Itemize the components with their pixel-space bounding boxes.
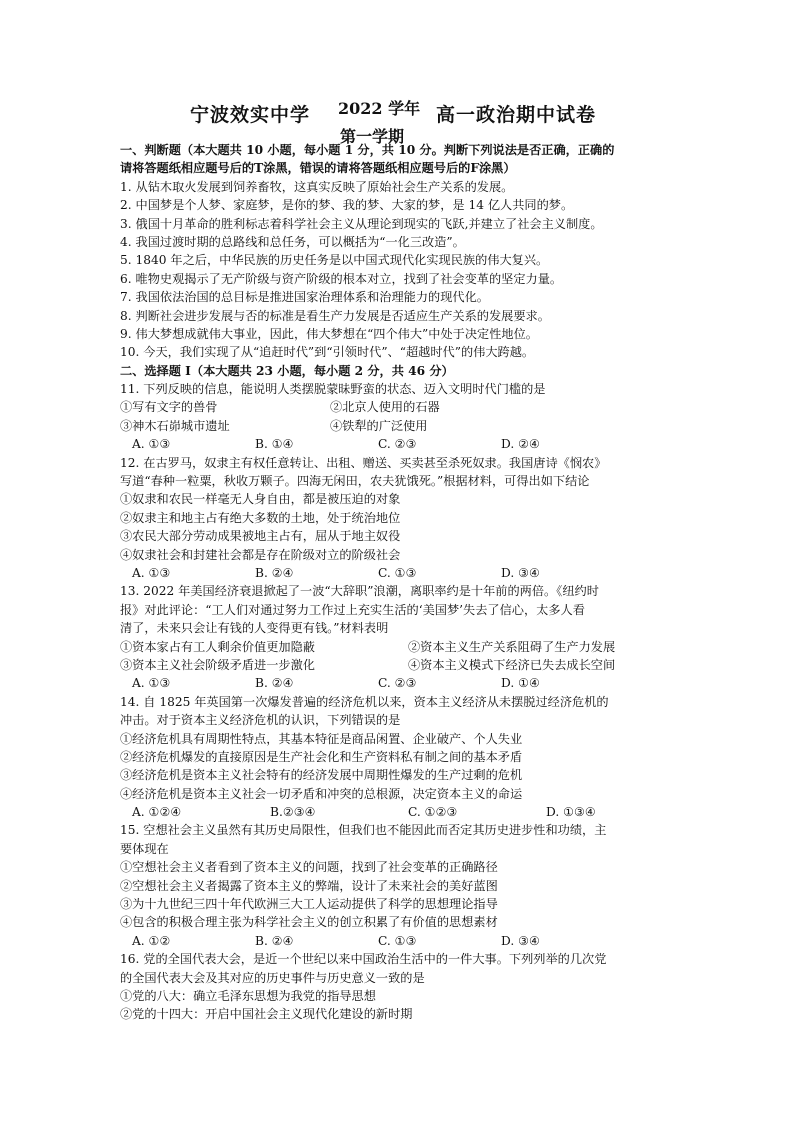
exam-title xyxy=(0,96,794,126)
judge-item: 8. 判断社会进步发展与否的标准是看生产力发展是否适应生产关系的发展要求。 xyxy=(120,308,550,323)
question-stem-cont: 冲击。对于资本主义经济危机的认识，下列错误的是 xyxy=(120,713,401,728)
judge-item: 10. 今天，我们实现了从“追赶时代”到“引领时代”、“超越时代”的伟大跨越。 xyxy=(120,345,535,360)
option: ②经济危机爆发的直接原因是生产社会化和生产资料私有制之间的基本矛盾 xyxy=(120,749,523,764)
judge-item: 7. 我国依法治国的总目标是推进国家治理体系和治理能力的现代化。 xyxy=(120,290,489,305)
school-name: 宁波效实中学 xyxy=(190,104,311,126)
question-stem: 14. 自 1825 年英国第一次爆发普遍的经济危机以来，资本主义经济从未摆脱过经济危机的 xyxy=(120,694,609,709)
choice-d: D. ③④ xyxy=(501,933,540,948)
option: ④包含的积极合理主张为科学社会主义的创立积累了有价值的思想素材 xyxy=(120,915,498,930)
choice-d: D. ①③④ xyxy=(546,805,596,820)
section2-heading: 二、选择题 I（本大题共 23 小题，每小题 2 分，共 46 分） xyxy=(120,363,454,378)
option: ④经济危机是资本主义社会一切矛盾和冲突的总根源，决定资本主义的命运 xyxy=(120,786,523,801)
option: ③神木石峁城市遗址 xyxy=(120,418,230,433)
choice-b: B. ②④ xyxy=(255,933,294,948)
option-row xyxy=(120,417,680,435)
judge-item: 3. 俄国十月革命的胜利标志着科学社会主义从理论到现实的飞跃,并建立了社会主义制度。 xyxy=(120,216,603,231)
question-stem-cont: 报》对此评论：“工人们对通过努力工作过上充实生活的‘美国梦’失去了信心，太多人看 xyxy=(120,602,585,617)
option: ③为十九世纪三四十年代欧洲三大工人运动提供了科学的思想理论指导 xyxy=(120,897,498,912)
judge-item: 4. 我国过渡时期的总路线和总任务，可以概括为“一化三改造”。 xyxy=(120,234,465,249)
school-year: 2022 学年 xyxy=(338,99,421,118)
option: ③资本主义社会阶级矛盾进一步激化 xyxy=(120,657,315,672)
option: ④奴隶社会和封建社会都是存在阶级对立的阶级社会 xyxy=(120,547,401,562)
option: ③农民大部分劳动成果被地主占有，屈从于地主奴役 xyxy=(120,529,401,544)
option: ①空想社会主义者看到了资本主义的问题，找到了社会变革的正确路径 xyxy=(120,860,498,875)
option: ①奴隶和农民一样毫无人身自由，都是被压迫的对象 xyxy=(120,492,401,507)
option: ①资本家占有工人剩余价值更加隐蔽 xyxy=(120,639,315,654)
option: ②党的十四大：开启中国社会主义现代化建设的新时期 xyxy=(120,1007,413,1022)
choice-a: A. ①②④ xyxy=(132,805,182,820)
question-stem-cont: 的全国代表大会及其对应的历史事件与历史意义一致的是 xyxy=(120,970,425,985)
choice-b: B.②③④ xyxy=(270,805,316,820)
answer-choices xyxy=(120,803,680,821)
choice-d: D. ③④ xyxy=(501,565,540,580)
option: ②空想社会主义者揭露了资本主义的弊端，设计了未来社会的美好蓝图 xyxy=(120,878,498,893)
choice-a: A. ①③ xyxy=(132,565,171,580)
choice-c: C. ①③ xyxy=(378,565,417,580)
option: ①经济危机具有周期性特点，其基本特征是商品闲置、企业破产、个人失业 xyxy=(120,731,523,746)
choice-b: B. ①④ xyxy=(255,437,294,452)
choice-c: C. ①③ xyxy=(378,933,417,948)
question-stem: 13. 2022 年美国经济衰退掀起了一波“大辞职”浪潮，离职率约是十年前的两倍。《纽约时 xyxy=(120,584,599,599)
judge-item: 9. 伟大梦想成就伟大事业，因此，伟大梦想在“四个伟大”中处于决定性地位。 xyxy=(120,326,538,341)
exam-content xyxy=(120,141,680,1024)
choice-c: C. ①②③ xyxy=(408,805,458,820)
option-row xyxy=(120,656,680,674)
judge-item: 1. 从钻木取火发展到饲养畜牧，这真实反映了原始社会生产关系的发展。 xyxy=(120,179,514,194)
choice-a: A. ①② xyxy=(132,933,171,948)
choice-d: D. ②④ xyxy=(501,437,540,452)
judge-item: 6. 唯物史观揭示了无产阶级与资产阶级的根本对立，找到了社会变革的坚定力量。 xyxy=(120,271,563,286)
choice-a: A. ①③ xyxy=(132,676,171,691)
answer-choices xyxy=(120,435,680,453)
choice-d: D. ①④ xyxy=(501,676,540,691)
answer-choices xyxy=(120,564,680,582)
question-stem-cont: 写道“春种一粒粟，秋收万颗子。四海无闲田，农夫犹饿死。”根据材料，可得出如下结论 xyxy=(120,474,590,489)
question-stem: 12. 在古罗马，奴隶主有权任意转让、出租、赠送、买卖甚至杀死奴隶。我国唐诗《悯农》 xyxy=(120,455,607,470)
option-row xyxy=(120,638,680,656)
term-label: 第一学期 xyxy=(340,127,405,146)
exam-name: 高一政治期中试卷 xyxy=(436,104,597,126)
judge-item: 5. 1840 年之后，中华民族的历史任务是以中国式现代化实现民族的伟大复兴。 xyxy=(120,253,549,268)
option-row xyxy=(120,398,680,416)
option: ④资本主义模式下经济已失去成长空间 xyxy=(408,657,616,672)
choice-b: B. ②④ xyxy=(255,676,294,691)
question-stem-cont: 清了，未来只会让有钱的人变得更有钱。”材料表明 xyxy=(120,621,389,636)
choice-c: C. ②③ xyxy=(378,437,417,452)
option: ④铁犁的广泛使用 xyxy=(330,418,428,433)
choice-c: C. ②③ xyxy=(378,676,417,691)
section1-heading: 一、判断题（本大题共 10 小题，每小题 1 分，共 10 分。判断下列说法是否正确，正确的 xyxy=(120,143,615,157)
question-stem: 15. 空想社会主义虽然有其历史局限性，但我们也不能因此而否定其历史进步性和功绩，主 xyxy=(120,823,607,838)
answer-choices xyxy=(120,932,680,950)
choice-a: A. ①③ xyxy=(132,437,171,452)
option: ①写有文字的兽骨 xyxy=(120,400,218,415)
answer-choices xyxy=(120,674,680,692)
option: ②奴隶主和地主占有绝大多数的土地，处于统治地位 xyxy=(120,510,401,525)
option: ②北京人使用的石器 xyxy=(330,400,440,415)
question-stem-cont: 要体现在 xyxy=(120,841,169,856)
question-stem: 16. 党的全国代表大会，是近一个世纪以来中国政治生活中的一件大事。下列列举的几次党 xyxy=(120,952,607,967)
option: ②资本主义生产关系阻碍了生产力发展 xyxy=(408,639,616,654)
option: ①党的八大：确立毛泽东思想为我党的指导思想 xyxy=(120,988,376,1003)
choice-b: B. ②④ xyxy=(255,565,294,580)
judge-item: 2. 中国梦是个人梦、家庭梦，是你的梦、我的梦、大家的梦，是 14 亿人共同的梦。 xyxy=(120,198,574,213)
section1-heading-cont: 请将答题纸相应题号后的T涂黑，错误的请将答题纸相应题号后的F涂黑） xyxy=(120,161,516,176)
question-stem: 11. 下列反映的信息，能说明人类摆脱蒙昧野蛮的状态、迈入文明时代门槛的是 xyxy=(120,382,546,397)
option: ③经济危机是资本主义社会特有的经济发展中周期性爆发的生产过剩的危机 xyxy=(120,768,523,783)
